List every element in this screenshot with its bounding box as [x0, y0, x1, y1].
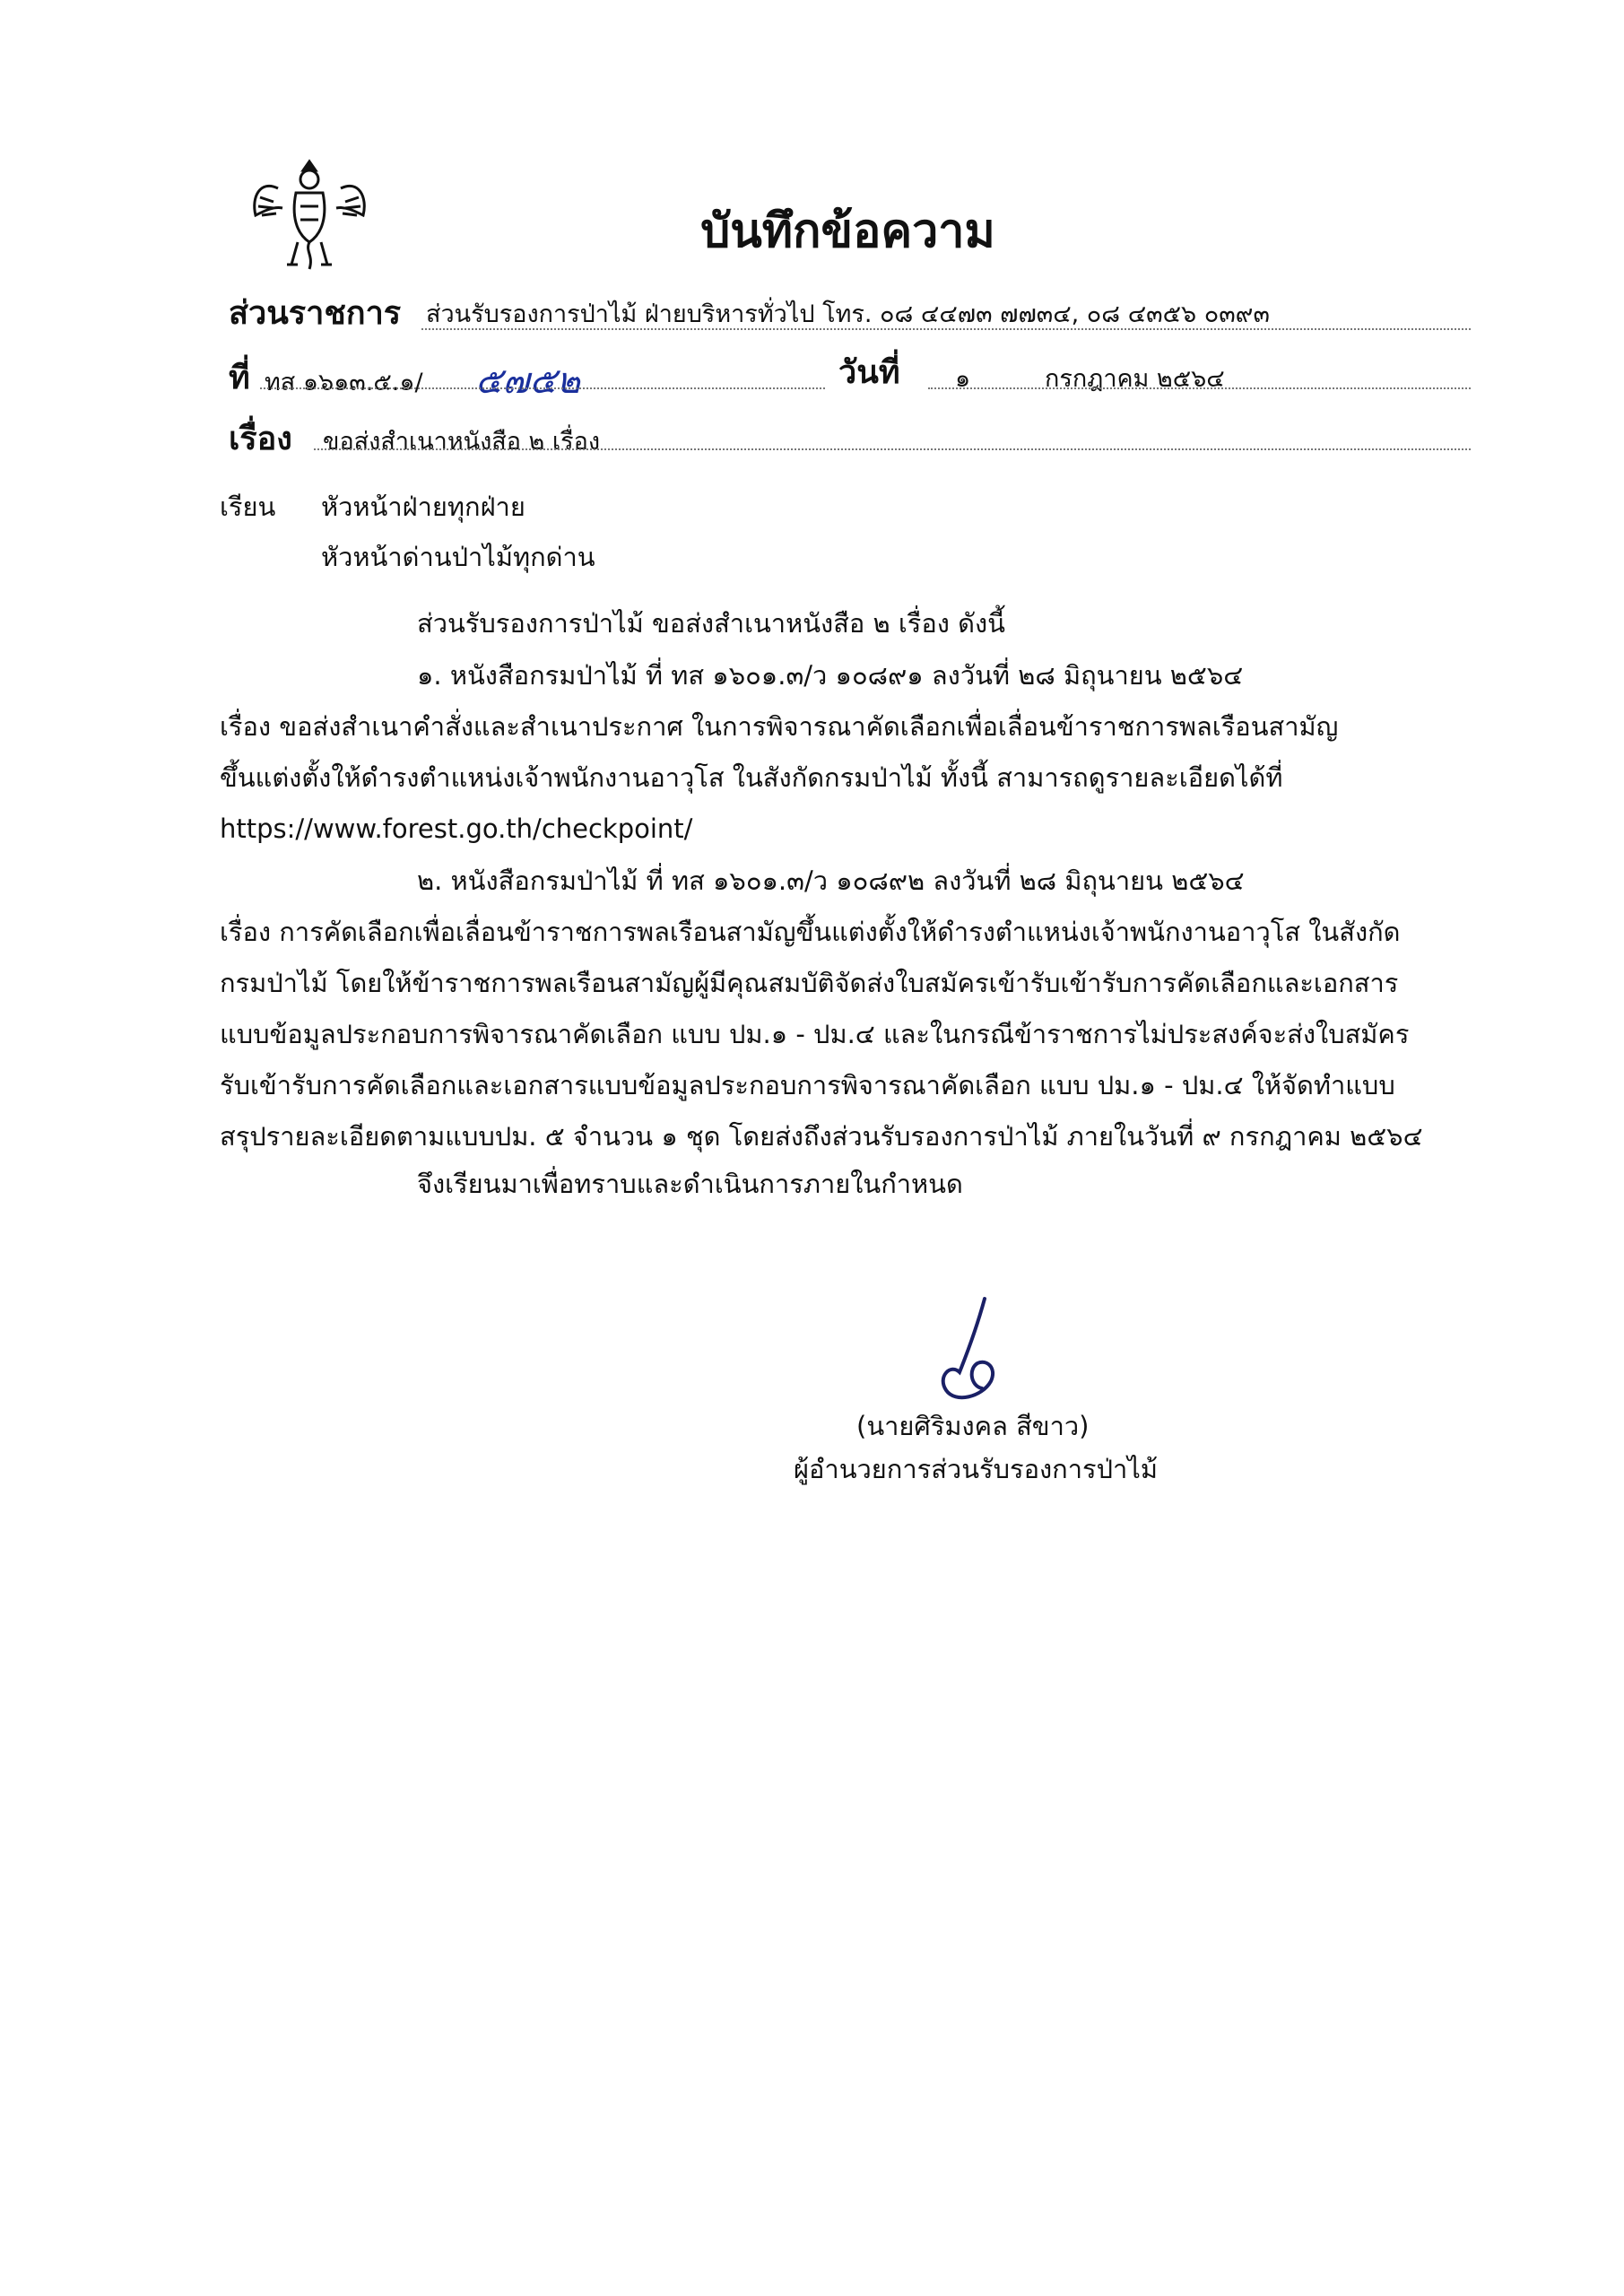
item2-line1: ๒. หนังสือกรมป่าไม้ ที่ ทส ๑๖๐๑.๓/ว ๑๐๘๙๒ ลงวันที่ ๒๘ มิถุนายน ๒๕๖๔ — [417, 865, 1245, 896]
subject-dotline — [314, 448, 1471, 450]
to-line-1: หัวหน้าฝ่ายทุกฝ่าย — [321, 491, 525, 522]
item2-line3: กรมป่าไม้ โดยให้ข้าราชการพลเรือนสามัญผู้มีคุณสมบัติจัดส่งใบสมัครเข้ารับเข้ารับการคัดเลือกและเอกสาร — [220, 968, 1399, 998]
item1-line2: เรื่อง ขอส่งสำเนาคำสั่งและสำเนาประกาศ ในการพิจารณาคัดเลือกเพื่อเลื่อนข้าราชการพลเรือนสามัญ — [220, 711, 1339, 742]
item1-line1: ๑. หนังสือกรมป่าไม้ ที่ ทส ๑๖๐๑.๓/ว ๑๐๘๙๑ ลงวันที่ ๒๘ มิถุนายน ๒๕๖๔ — [417, 660, 1244, 691]
ref-value: ทส ๑๖๑๓.๕.๑/ — [265, 369, 423, 396]
agency-label: ส่วนราชการ — [229, 295, 402, 332]
ref-dotline — [260, 387, 825, 389]
signatory-name: (นายศิริมงคล สีขาว) — [856, 1411, 1090, 1441]
to-line-2: หัวหน้าด่านป่าไม้ทุกด่าน — [321, 542, 595, 572]
signatory-position: ผู้อำนวยการส่วนรับรองการป่าไม้ — [794, 1454, 1158, 1484]
body-intro: ส่วนรับรองการป่าไม้ ขอส่งสำเนาหนังสือ ๒ เรื่อง ดังนี้ — [417, 608, 1005, 639]
to-label: เรียน — [220, 491, 276, 522]
subject-label: เรื่อง — [229, 421, 292, 457]
ref-label: ที่ — [229, 360, 250, 396]
item2-line4: แบบข้อมูลประกอบการพิจารณาคัดเลือก แบบ ปม.๑ - ปม.๔ และในกรณีข้าราชการไม่ประสงค์จะส่งใบสมัคร — [220, 1019, 1410, 1049]
date-value: กรกฎาคม ๒๕๖๔ — [1045, 365, 1225, 393]
subject-value: ขอส่งสำเนาหนังสือ ๒ เรื่อง — [323, 428, 601, 456]
closing-text: จึงเรียนมาเพื่อทราบและดำเนินการภายในกำหนด — [417, 1169, 963, 1199]
item1-url: https://www.forest.go.th/checkpoint/ — [220, 813, 693, 844]
date-dotline — [928, 387, 1471, 389]
item2-line5: รับเข้ารับการคัดเลือกและเอกสารแบบข้อมูลประกอบการพิจารณาคัดเลือก แบบ ปม.๑ - ปม.๔ ให้จัดทำแบบ — [220, 1070, 1395, 1100]
memo-title: บันทึกข้อความ — [700, 204, 995, 258]
date-day: ๑ — [955, 365, 971, 393]
agency-dotline — [421, 328, 1471, 330]
agency-value: ส่วนรับรองการป่าไม้ ฝ่ายบริหารทั่วไป โทร. ๐๘ ๔๔๗๓ ๗๗๓๔, ๐๘ ๔๓๕๖ ๐๓๙๓ — [426, 300, 1270, 328]
item2-line2: เรื่อง การคัดเลือกเพื่อเลื่อนข้าราชการพลเรือนสามัญขึ้นแต่งตั้งให้ดำรงตำแหน่งเจ้าพนักงานอาวุโส ในสังกัด — [220, 917, 1401, 947]
item2-line6: สรุปรายละเอียดตามแบบปม. ๕ จำนวน ๑ ชุด โดยส่งถึงส่วนรับรองการป่าไม้ ภายในวันที่ ๙ กรกฎาคม ๒๕๖๔ — [220, 1121, 1423, 1152]
ref-handwritten-number: ๕๗๕๒ — [475, 361, 580, 402]
item1-line3: ขึ้นแต่งตั้งให้ดำรงตำแหน่งเจ้าพนักงานอาวุโส ในสังกัดกรมป่าไม้ ทั้งนี้ สามารถดูรายละเอียดได้ที่ — [220, 762, 1283, 793]
date-label: วันที่ — [838, 354, 900, 391]
